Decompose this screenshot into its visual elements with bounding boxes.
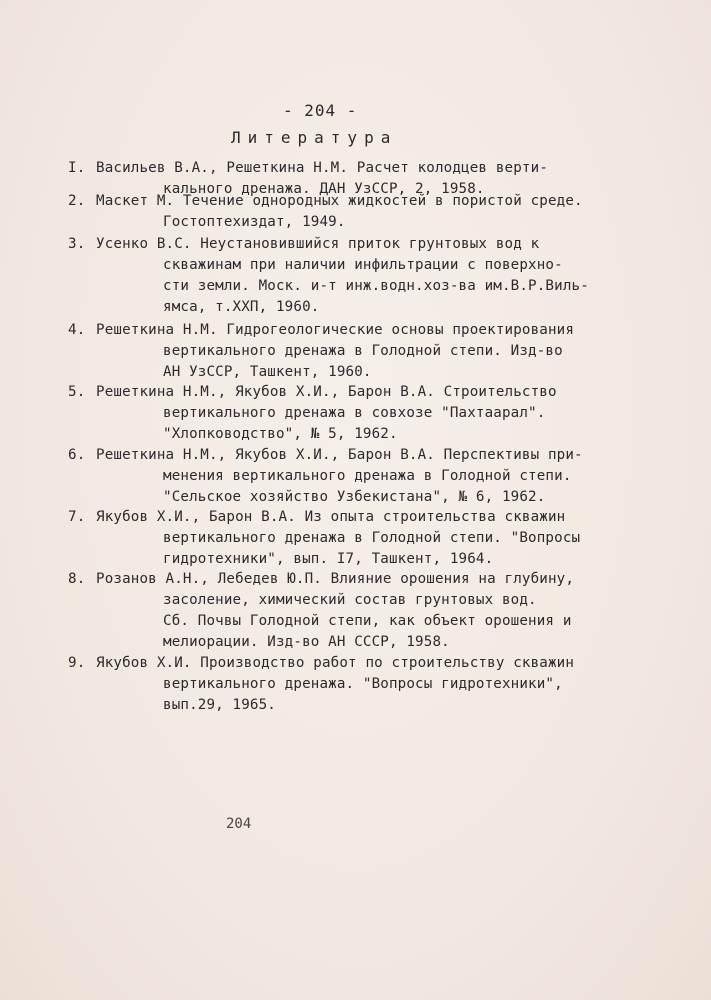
- reference-number: 2.: [68, 193, 86, 209]
- reference-line: "Хлопководство", № 5, 1962.: [163, 426, 398, 442]
- page-number: - 204 -: [283, 101, 358, 120]
- page-title: Литература: [231, 128, 398, 147]
- reference-line: засоление, химический состав грунтовых вод.: [163, 592, 537, 608]
- reference-line: Усенко В.С. Неустановившийся приток грунтовых вод к: [96, 236, 540, 252]
- reference-line: АН УзССР, Ташкент, 1960.: [163, 364, 372, 380]
- reference-line: Сб. Почвы Голодной степи, как объект орошения и: [163, 613, 572, 629]
- reference-line: сти земли. Моск. и-т инж.водн.хоз-ва им.В.Р.Виль-: [163, 278, 589, 294]
- reference-line: кального дренажа. ДАН УзССР, 2, 1958.: [163, 181, 485, 197]
- reference-number: 3.: [68, 236, 86, 252]
- reference-line: менения вертикального дренажа в Голодной степи.: [163, 468, 572, 484]
- reference-line: Якубов Х.И. Производство работ по строительству скважин: [96, 655, 575, 671]
- handwritten-page-number: 204: [226, 816, 252, 832]
- reference-line: вертикального дренажа в Голодной степи. "Вопросы: [163, 530, 581, 546]
- reference-number: 8.: [68, 571, 86, 587]
- reference-number: 7.: [68, 509, 86, 525]
- reference-line: "Сельское хозяйство Узбекистана", № 6, 1962.: [163, 489, 546, 505]
- reference-line: Розанов А.Н., Лебедев Ю.П. Влияние орошения на глубину,: [96, 571, 575, 587]
- reference-line: Решеткина Н.М. Гидрогеологические основы проектирования: [96, 322, 575, 338]
- reference-line: вып.29, 1965.: [163, 697, 276, 713]
- reference-number: 6.: [68, 447, 86, 463]
- reference-number: 5.: [68, 384, 86, 400]
- reference-line: гидротехники", вып. I7, Ташкент, 1964.: [163, 551, 494, 567]
- reference-line: скважинам при наличии инфильтрации с поверхно-: [163, 257, 563, 273]
- reference-line: вертикального дренажа в Голодной степи. Изд-во: [163, 343, 563, 359]
- reference-number: 4.: [68, 322, 86, 338]
- reference-line: мелиорации. Изд-во АН СССР, 1958.: [163, 634, 450, 650]
- reference-line: Якубов Х.И., Барон В.А. Из опыта строительства скважин: [96, 509, 566, 525]
- reference-line: Гостоптехиздат, 1949.: [163, 214, 346, 230]
- reference-number: I.: [68, 160, 86, 176]
- reference-line: Решеткина Н.М., Якубов Х.И., Барон В.А. Строительство: [96, 384, 557, 400]
- reference-line: Васильев В.А., Решеткина Н.М. Расчет колодцев верти-: [96, 160, 548, 176]
- reference-line: Решеткина Н.М., Якубов Х.И., Барон В.А. Перспективы при-: [96, 447, 583, 463]
- reference-line: вертикального дренажа. "Вопросы гидротехники",: [163, 676, 563, 692]
- reference-line: вертикального дренажа в совхозе "Пахтаарал".: [163, 405, 546, 421]
- reference-number: 9.: [68, 655, 86, 671]
- reference-line: ямса, т.XXП, 1960.: [163, 299, 320, 315]
- reference-line: Маскет М. Течение однородных жидкостей в пористой среде.: [96, 193, 583, 209]
